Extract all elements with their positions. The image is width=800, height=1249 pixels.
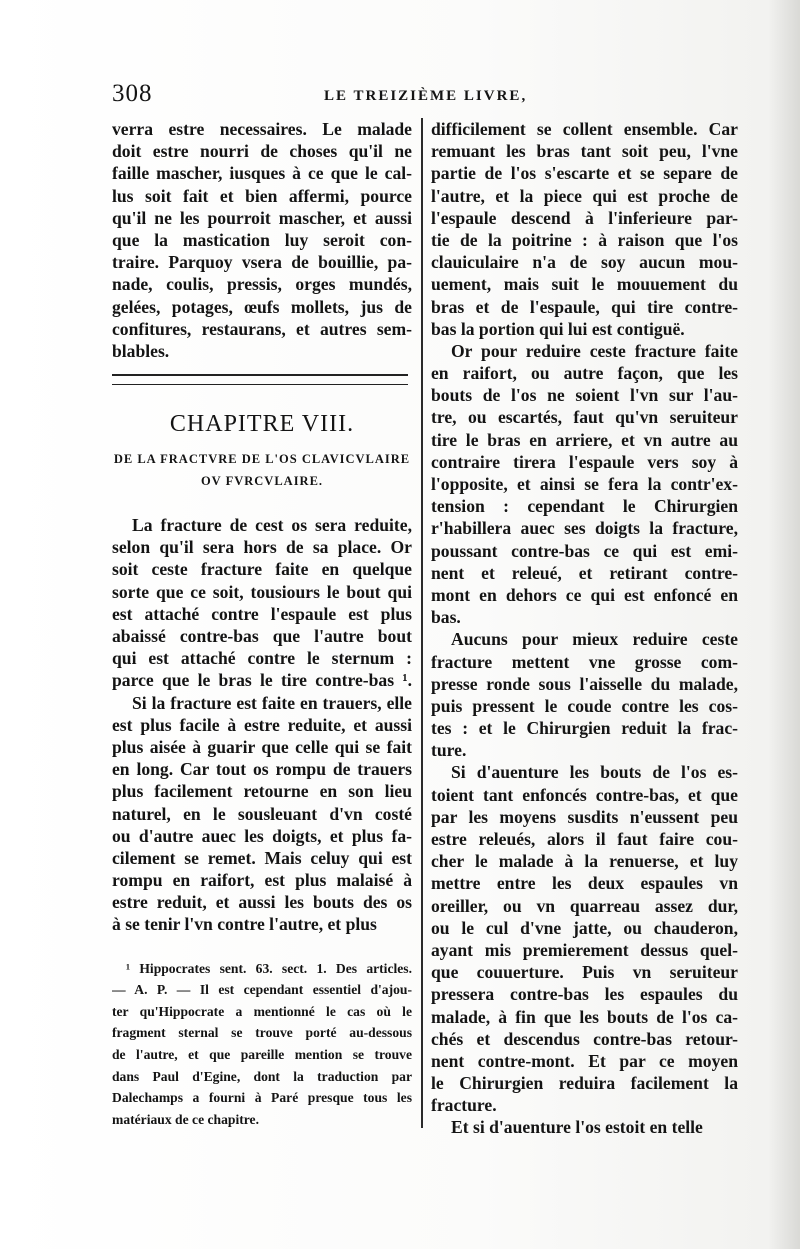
text-line: qui est attaché contre le sternum : [112, 648, 412, 669]
text-line: cher le malade à la renuerse, et luy [431, 851, 738, 872]
text-line: en long. Car tout os rompu de trauers [112, 759, 412, 780]
text-line: en raifort, ou autre façon, que les [431, 363, 738, 384]
text-line: ter qu'Hippocrate a mentionné le cas où le [112, 1003, 412, 1019]
footnote [112, 958, 412, 1131]
text-line: estre reduit, et aussi les bouts des os [112, 892, 412, 913]
text-line: l'espaule descend à l'inferieure par- [431, 207, 738, 228]
text-line: matériaux de ce chapitre. [112, 1111, 259, 1127]
chapter-body-text [112, 514, 412, 936]
text-line: l'autre, et la piece qui est proche de [431, 185, 738, 206]
text-line: Et si d'auenture l'os estoit en telle [451, 1117, 703, 1138]
text-line: Aucuns pour mieux reduire ceste [451, 629, 738, 650]
text-line: partie de l'os s'escarte et se separe de [431, 163, 738, 184]
text-line: ou d'autre auec les doigts, et plus fa- [112, 825, 412, 846]
text-line: soit ceste fracture faite en quelque [112, 559, 412, 580]
left-column-top-text [112, 118, 412, 362]
text-line: Si la fracture est faite en trauers, elle [132, 692, 412, 713]
text-line: plus aisée à guarir que celle qui se fait [112, 736, 412, 757]
text-line: que couuerture. Puis vn seruiteur [431, 962, 738, 983]
text-line: plus facilement retourne en son lieu [112, 781, 412, 802]
text-line: tension : cependant le Chirurgien [431, 496, 738, 517]
text-line: selon qu'il sera hors de sa place. Or [112, 537, 412, 558]
text-line: faille mascher, iusques à ce que le cal- [112, 163, 412, 184]
text-line: poussant contre-bas ce qui est emi- [431, 540, 738, 561]
text-line: puis pressent le coude contre les cos- [431, 695, 738, 716]
text-line: ayant mis premierement dessus quel- [431, 939, 738, 960]
text-line: malade, à fin que les bouts de l'os ca- [431, 1006, 738, 1027]
text-line: Dalechamps a fourni à Paré presque tous les [112, 1090, 412, 1106]
text-line: r'habillera auec ses doigts la fracture, [431, 518, 738, 539]
chapter-rule [112, 374, 408, 385]
text-line: ture. [431, 740, 467, 761]
text-line: oreiller, ou vn quarreau assez dur, [431, 895, 738, 916]
chapter-title: CHAPITRE VIII. [169, 411, 355, 438]
text-line: mont en dehors ce qui est enfoncé en [431, 584, 738, 605]
text-line: bouts de l'os ne soient l'vn sur l'au- [431, 385, 738, 406]
text-line: chés et descendus contre-bas retour- [431, 1028, 738, 1049]
chapter-subtitle [112, 448, 412, 492]
text-line: traire. Parquoy vsera de bouillie, pa- [112, 252, 412, 273]
page-number: 308 [112, 80, 153, 107]
text-line: que la mastication luy seroit con- [112, 229, 412, 250]
text-line: rompu en raifort, est plus malaisé à [112, 870, 412, 891]
text-line: uement, mais suit le mouuement du [431, 274, 738, 295]
text-line: toient tant enfoncés contre-bas, et que [431, 784, 738, 805]
text-line: difficilement se collent ensemble. Car [431, 119, 738, 139]
text-line: naturel, en le sousleuant d'vn costé [112, 803, 412, 824]
text-line: dans Paul d'Egine, dont la traduction par [112, 1068, 412, 1084]
text-line: le Chirurgien reduira facilement la [431, 1073, 738, 1094]
text-line: sorte que ce soit, tousiours le bout qui [112, 581, 412, 602]
text-line: mettre entre les deux espaules vn [431, 873, 738, 894]
text-line: La fracture de cest os sera reduite, [132, 515, 412, 536]
text-line: à se tenir l'vn contre l'autre, et plus [112, 914, 377, 935]
text-line: l'opposite, et ainsi se fera la contr'ex- [431, 474, 738, 494]
chapter-subtitle-line: DE LA FRACTVRE DE L'OS CLAVICVLAIRE [113, 452, 411, 467]
left-column [112, 118, 412, 1130]
chapter-subtitle-line: OV FVRCVLAIRE. [200, 474, 324, 489]
text-line: blables. [112, 340, 170, 361]
text-line: confitures, restaurans, et autres sem- [112, 318, 412, 339]
text-line: qu'il ne les pourroit mascher, et aussi [112, 207, 412, 228]
right-column [431, 118, 738, 1139]
page-header [112, 80, 742, 116]
text-line: gelées, potages, œufs mollets, jus de [112, 296, 412, 317]
text-line: tie de la poitrine : à raison que l'os [431, 229, 738, 250]
text-line: doit estre nourri de choses qu'il ne [112, 141, 412, 162]
text-line: estre releués, alors il faut faire cou- [431, 829, 738, 849]
text-line: cilement se remet. Mais celuy qui est [112, 847, 412, 868]
text-line: bas. [431, 607, 461, 628]
text-line: clauiculaire n'a de soy aucun mou- [431, 252, 738, 273]
text-line: bras et de l'espaule, qui tire contre- [431, 296, 738, 317]
text-line: par les moyens susdits n'eussent peu [431, 806, 738, 827]
text-line: est attaché contre l'espaule est plus [112, 603, 412, 624]
text-line: nent et releué, et retirant contre- [431, 562, 738, 583]
text-line: fracture mettent vne grosse com- [431, 651, 738, 672]
text-line: ou le cul d'vne jatte, ou chauderon, [431, 917, 738, 938]
text-line: abaissé contre-bas que l'autre bout [112, 626, 412, 646]
text-line: ¹ Hippocrates sent. 63. sect. 1. Des articles. [126, 960, 412, 976]
text-line: tre, ou escartés, faut qu'vn seruiteur [431, 407, 738, 428]
text-line: tes : et le Chirurgien reduit la frac- [431, 718, 738, 739]
text-line: remuant les bras tant soit peu, l'vne [431, 141, 738, 162]
text-line: fragment sternal se trouve porté au-dessous [112, 1025, 412, 1041]
text-line: tire le bras en arriere, et vn autre au [431, 429, 738, 450]
text-line: nent contre-mont. Et par ce moyen [431, 1050, 738, 1071]
text-line: — A. P. — Il est cependant essentiel d'ajou- [112, 982, 412, 998]
text-line: Or pour reduire ceste fracture faite [451, 340, 738, 361]
text-line: Si d'auenture les bouts de l'os es- [451, 762, 738, 783]
running-title: LE TREIZIÈME LIVRE, [324, 88, 528, 104]
text-line: nade, coulis, pressis, orges mundés, [112, 274, 412, 295]
text-line: de l'autre, et que pareille mention se trouve [112, 1047, 412, 1062]
text-line: est plus facile à estre reduite, et aussi [112, 714, 412, 735]
text-line: lus soit fait et bien affermi, pource [112, 185, 412, 206]
column-divider [421, 118, 423, 1128]
text-line: fracture. [431, 1095, 497, 1116]
text-line: pressera contre-bas les espaules du [431, 984, 738, 1005]
text-line: bas la portion qui lui est contiguë. [431, 318, 685, 339]
text-line: parce que le bras le tire contre-bas ¹. [112, 670, 412, 691]
text-line: presse ronde sous l'aisselle du malade, [431, 673, 738, 694]
text-line: contraire tirera l'espaule vers soy à [431, 451, 738, 472]
text-line: verra estre necessaires. Le malade [112, 119, 412, 139]
